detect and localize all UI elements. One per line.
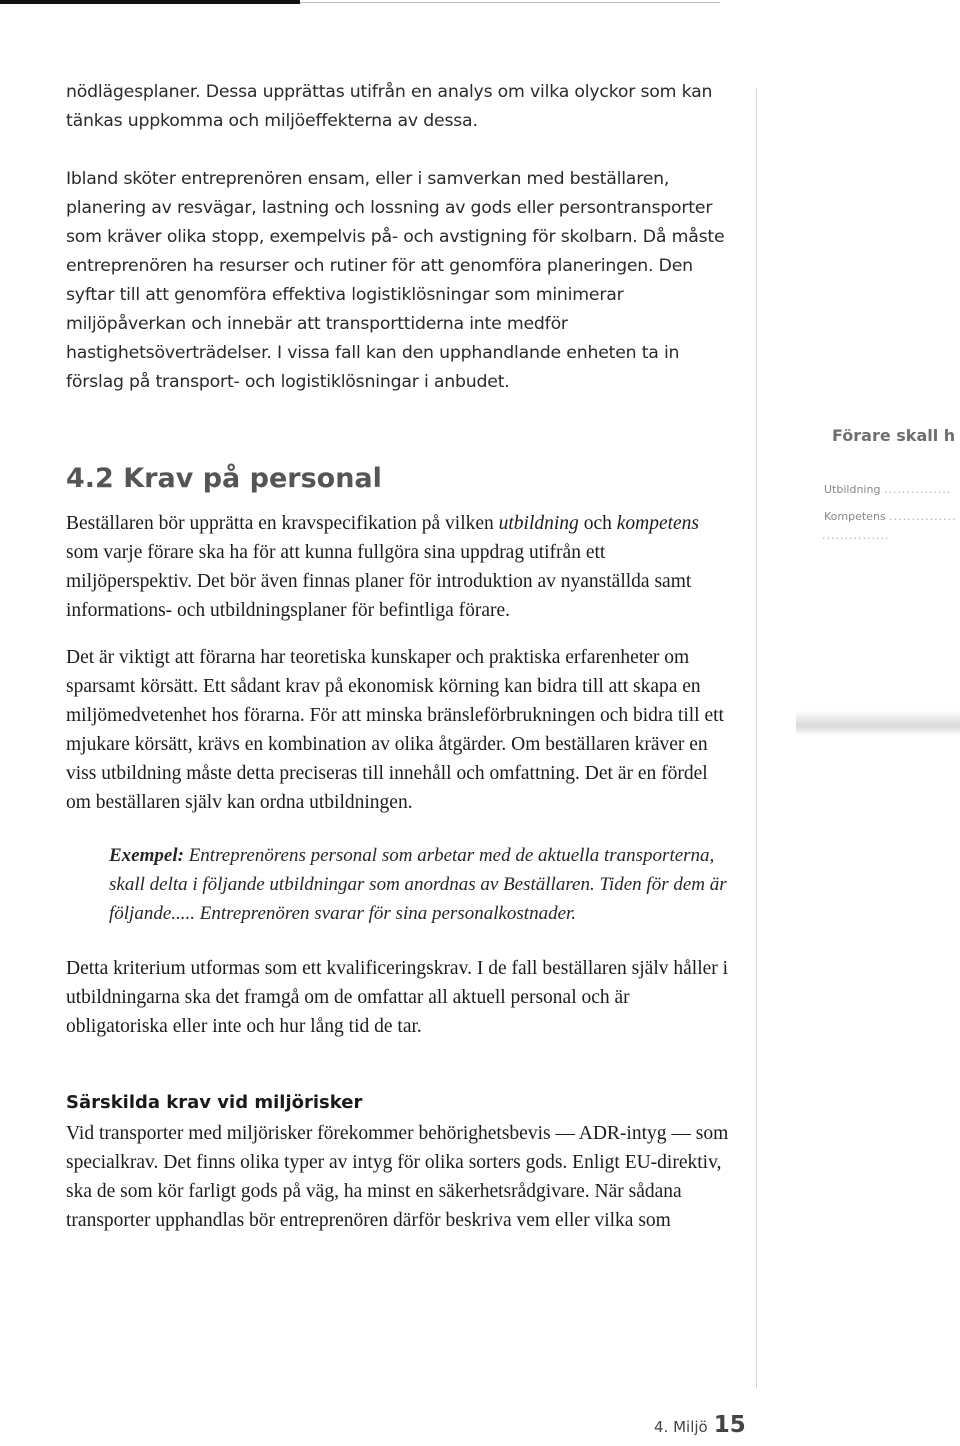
- page-footer: [654, 1412, 746, 1438]
- sidebar-box: [810, 416, 960, 542]
- footer-chapter: 4. Miljö: [654, 1418, 708, 1436]
- main-column: [66, 78, 736, 1235]
- sidebar-row-label: Kompetens: [824, 510, 886, 523]
- example-text: Entreprenörens personal som arbetar med de aktuella transporterna, skall delta i följande utbildningar som anordnas av Beställaren. Tiden för dem är följande..... Entreprenören svarar för sina personalkostnader.: [109, 845, 727, 924]
- paragraph-4: Det är viktigt att förarna har teoretiska kunskaper och praktiska erfarenheter om sparsamt körsätt. Ett sådant krav på ekonomisk körning kan bidra till att skapa en miljömedvetenhet hos förarna. För att minska bränsleförbrukningen och bidra till ett mjukare körsätt, krävs en kombination av olika åtgärder. Om beställaren kräver en viss utbildning måste detta preciseras till innehåll och omfattning. Det är en fördel om beställaren själv kan ordna utbildningen.: [66, 647, 724, 813]
- sidebar-title: Förare skall h: [832, 426, 956, 445]
- sidebar-row-label: Utbildning: [824, 483, 881, 496]
- term-utbildning: utbildning: [498, 513, 579, 534]
- paragraph-1: nödlägesplaner. Dessa upprättas utifrån en analys om vilka olyckor som kan tänkas uppkomma och miljöeffekterna av dessa.: [66, 82, 713, 131]
- paragraph-3-part-c: som varje förare ska ha för att kunna fullgöra sina uppdrag utifrån ett miljöperspektiv. Det bör även finnas planer för introduktion av nyanställda samt informations- och utbildningsplaner för befintliga förare.: [66, 542, 692, 621]
- leader-dots: ...............: [883, 483, 952, 496]
- top-rule-thin: [300, 2, 720, 3]
- paragraph-5: Detta kriterium utformas som ett kvalificeringskrav. I de fall beställaren själv håller i utbildningarna ska det framgå om de omfattar all aktuell personal och är obligatoriska eller inte och hur lång tid de tar.: [66, 958, 729, 1037]
- sidebar-dots: ...............: [822, 529, 890, 542]
- sidebar-row-utbildning: [824, 483, 960, 496]
- term-kompetens: kompetens: [616, 513, 700, 534]
- paragraph-6: Vid transporter med miljörisker förekommer behörighetsbevis — ADR-intyg — som specialkrav. Det finns olika typer av intyg för olika sorters gods. Enligt EU-direktiv, ska de som kör farligt gods på väg, ha minst en säkerhetsrådgivare. När sådana transporter upphandlas bör entreprenören därför beskriva vem eller vilka som: [66, 1123, 729, 1231]
- column-divider: [756, 88, 757, 1388]
- sidebar-row-kompetens: [824, 510, 960, 523]
- sidebar-shade-bar: [796, 710, 960, 736]
- paragraph-3-part-b: och: [578, 513, 617, 534]
- paragraph-3: [66, 509, 736, 625]
- example-label: Exempel:: [109, 845, 184, 866]
- paragraph-3-part-a: Beställaren bör upprätta en kravspecifikation på vilken: [66, 513, 499, 534]
- subheading: Särskilda krav vid miljörisker: [66, 1092, 363, 1113]
- leader-dots: ...............: [889, 510, 957, 523]
- paragraph-2: Ibland sköter entreprenören ensam, eller i samverkan med beställaren, planering av resvägar, lastning och lossning av gods eller persontransporter som kräver olika stopp, exempelvis på- och avstigning för skolbarn. Då måste entreprenören ha resurser och rutiner för att genomföra planeringen. Den syftar till att genomföra effektiva logistiklösningar som minimerar miljöpåverkan och innebär att transporttiderna inte medför hastighetsöverträdelser. I vissa fall kan den upphandlande enheten ta in förslag på transport- och logistiklösningar i anbudet.: [66, 169, 725, 392]
- example-block: [109, 841, 729, 928]
- section-heading: 4.2 Krav på personal: [66, 463, 382, 494]
- top-rule: [0, 0, 300, 4]
- page-number: 15: [713, 1412, 746, 1438]
